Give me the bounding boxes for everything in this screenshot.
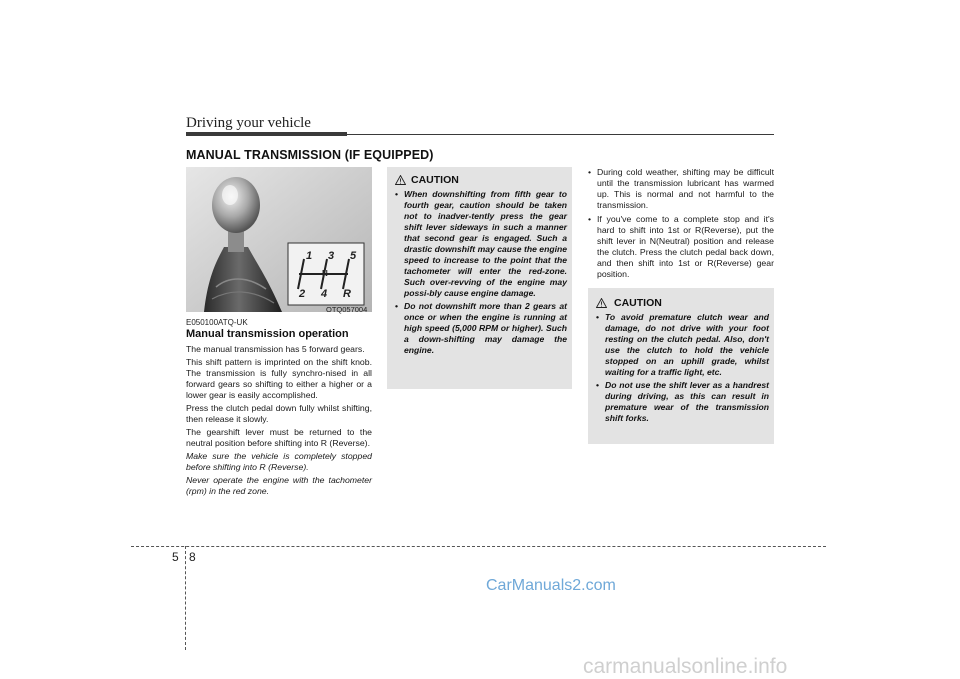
body-paragraph: The manual transmission has 5 forward gears. (186, 344, 365, 354)
list-item: • During cold weather, shifting may be difficult until the transmission lubricant has warmed up. This is normal and not harmful to the transmission. (588, 167, 774, 211)
left-body-text (186, 344, 372, 499)
body-paragraph: Press the clutch pedal down fully whilst shifting, then release it slowly. (186, 403, 372, 424)
section-title: MANUAL TRANSMISSION (IF EQUIPPED) (186, 148, 434, 162)
footer-rule (131, 546, 826, 547)
page-number: 8 (189, 550, 196, 564)
page-header-title: Driving your vehicle (186, 115, 311, 131)
warning-triangle-icon (596, 298, 607, 308)
shift-pattern-3: 3 (328, 250, 335, 262)
footer-divider (185, 546, 186, 650)
header-rule (186, 134, 774, 135)
image-code: OTQ057004 (326, 305, 368, 314)
caution-item: • To avoid premature clutch wear and damage, do not drive with your foot resting on the clutch pedal. Also, don't use the clutch to hold the vehicle stopped on an uphill grade, whilst waiting for a traffic light, etc. (596, 312, 769, 378)
watermark-link[interactable]: CarManuals2.com (486, 577, 616, 594)
caution-list (395, 189, 567, 358)
caution-heading: CAUTION (411, 174, 459, 186)
warning-triangle-icon (395, 175, 406, 185)
caution-item: • Do not downshift more than 2 gears at once or when the engine is running at high speed (5,000 RPM or higher). Such a down-shifting may damage the engine. (395, 301, 567, 356)
caution-box-downshift (387, 167, 572, 389)
italic-note: Never operate the engine with the tachometer (rpm) in the red zone. (186, 475, 372, 496)
caution-item: • When downshifting from fifth gear to fourth gear, caution should be taken not to inadver-tently press the gear shift lever sideways in such a manner that second gear is engaged. Such a drastic downshift may cause the engine speed to increase to the point that the tachometer will enter the red-zone. Such over-revving of the engine may possi-bly cause engine damage. (395, 189, 567, 299)
shift-pattern-r: R (343, 288, 351, 300)
caution-list (596, 312, 769, 426)
italic-note: Make sure the vehicle is completely stopped before shifting into R (Reverse). (186, 451, 372, 472)
caution-box-clutch (588, 288, 774, 444)
caution-heading: CAUTION (614, 297, 662, 309)
shift-pattern-1: 1 (306, 250, 313, 262)
reference-code: E050100ATQ-UK (186, 318, 248, 327)
chapter-number: 5 (172, 550, 179, 564)
watermark-text: carmanualsonline.info (583, 655, 788, 678)
list-item: • If you've come to a complete stop and it's hard to shift into 1st or R(Reverse), put the shift lever in N(Neutral) position and release the clutch. Press the clutch pedal back down, and then shift into 1st or R(Reverse) gear position. (588, 214, 774, 280)
right-column-list (588, 167, 774, 283)
caution-item: • Do not use the shift lever as a handrest during driving, as this can result in premature wear of the transmission shift forks. (596, 380, 769, 424)
shift-pattern-5: 5 (350, 250, 357, 262)
body-paragraph: The gearshift lever must be returned to the neutral position before shifting into R (Reverse). (186, 427, 372, 448)
shift-pattern-2: 2 (299, 288, 306, 300)
shift-pattern-4: 4 (321, 288, 328, 300)
subheading: Manual transmission operation (186, 328, 349, 340)
body-paragraph: This shift pattern is imprinted on the shift knob. The transmission is fully synchro-nised in all forward gears so shifting to either a higher or a lower gear is easily accomplished. (186, 357, 372, 400)
shift-pattern-n: N (322, 269, 328, 278)
